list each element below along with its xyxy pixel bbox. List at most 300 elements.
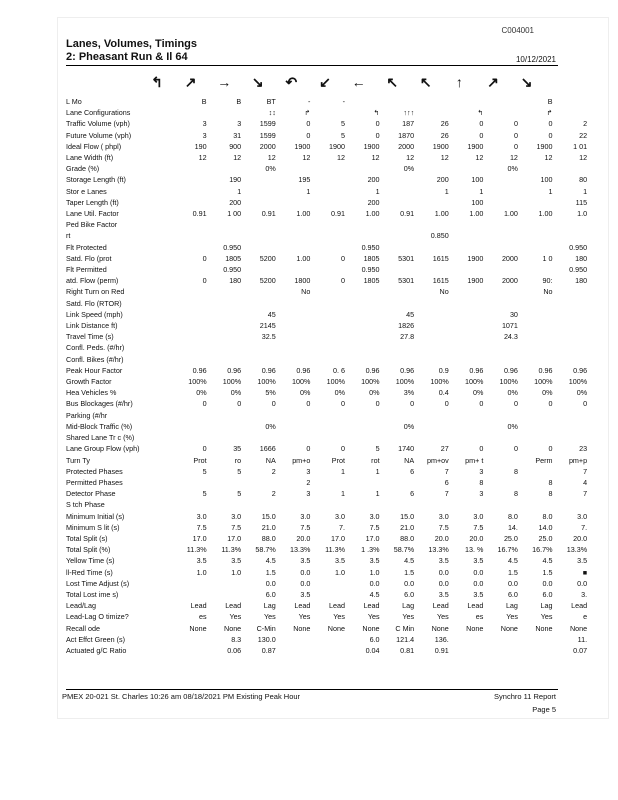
footer-software: Synchro 11 Report [494, 692, 556, 701]
table-cell: 1.5 [265, 567, 276, 577]
table-cell [451, 219, 486, 230]
table-cell [209, 354, 244, 365]
table-cell: 11.3% [186, 545, 207, 555]
table-cell [555, 163, 590, 174]
table-cell: ↑↑↑ [403, 108, 415, 118]
table-cell: NA [404, 455, 415, 465]
report-date: 10/12/2021 [515, 55, 556, 64]
table-cell [347, 477, 382, 488]
table-cell: 6.0 [507, 589, 518, 599]
table-cell [520, 432, 555, 443]
table-cell [209, 309, 244, 320]
table-cell [485, 342, 520, 353]
table-cell [555, 219, 590, 230]
table-cell [451, 634, 486, 645]
table-cell [174, 309, 209, 320]
table-cell [451, 309, 486, 320]
table-cell: 35 [233, 444, 242, 454]
table-cell: es [199, 612, 207, 622]
table-cell: 58.7% [255, 545, 276, 555]
table-cell [520, 219, 555, 230]
table-cell: 0 [513, 444, 518, 454]
table-cell: 2000 [398, 141, 415, 151]
table-cell [451, 230, 486, 241]
table-cell [312, 589, 347, 600]
table-cell [347, 309, 382, 320]
table-cell: 5301 [398, 253, 415, 263]
table-cell: 1.0 [334, 567, 345, 577]
row-label: Recall ode [66, 623, 100, 633]
table-cell: 1 .3% [361, 545, 380, 555]
table-cell: 0.0 [507, 578, 518, 588]
table-cell: 1599 [259, 130, 276, 140]
table-cell [174, 186, 209, 197]
table-cell: Lead [571, 601, 588, 611]
table-row [66, 342, 589, 353]
table-cell [485, 634, 520, 645]
table-cell: Lag [263, 601, 276, 611]
row-label: Lane Width (ft) [66, 153, 114, 163]
table-cell: 1870 [398, 130, 415, 140]
table-cell: 12 [198, 153, 207, 163]
table-cell: 1800 [294, 276, 311, 286]
table-row [66, 555, 589, 566]
table-cell [382, 298, 417, 309]
u-turn-icon: ↶ [285, 74, 298, 90]
table-row [66, 567, 589, 578]
table-cell [312, 499, 347, 510]
table-cell: 1 [375, 489, 380, 499]
table-cell: 900 [229, 141, 242, 151]
table-cell: rot [371, 455, 380, 465]
row-label: Lane Group Flow (vph) [66, 444, 140, 454]
table-cell: 115 [575, 197, 588, 207]
table-cell [416, 342, 451, 353]
table-cell: 0 [306, 399, 311, 409]
table-cell [209, 589, 244, 600]
table-cell [243, 298, 278, 309]
table-cell [520, 421, 555, 432]
table-cell: 1 [583, 186, 588, 196]
table-cell: 1900 [432, 141, 449, 151]
table-cell: 3.0 [300, 511, 311, 521]
table-cell: 5 [202, 489, 207, 499]
table-cell: 0% [334, 388, 345, 398]
table-cell: ↱ [546, 108, 553, 118]
table-cell: 21.0 [261, 522, 276, 532]
table-cell: 2 [271, 489, 276, 499]
table-cell: 8 [513, 466, 518, 476]
table-cell: 100% [568, 377, 588, 387]
table-cell [278, 264, 313, 275]
table-cell: 8 [479, 477, 484, 487]
row-label: Travel Time (s) [66, 332, 114, 342]
table-cell: 22 [579, 130, 588, 140]
footer-project-info: PMEX 20-021 St. Charles 10:26 am 08/18/2021 PM Existing Peak Hour [62, 692, 301, 701]
table-cell: pm+ov [426, 455, 449, 465]
table-cell: C Min [395, 623, 415, 633]
table-cell: ↰ [477, 108, 484, 118]
table-cell: 1900 [536, 141, 553, 151]
table-row [66, 141, 589, 152]
table-cell: 1740 [398, 444, 415, 454]
row-label: Total Split (%) [66, 545, 111, 555]
table-cell: 3.5 [369, 556, 380, 566]
bend-left-icon: ↙ [319, 74, 331, 90]
table-cell: 0.04 [365, 645, 380, 655]
table-cell [209, 163, 244, 174]
table-cell [520, 499, 555, 510]
table-cell: 3.5 [231, 556, 242, 566]
row-label: Satd. Flo (RTOR) [66, 298, 122, 308]
table-cell [174, 298, 209, 309]
table-cell: 0 [306, 444, 311, 454]
table-cell [278, 645, 313, 656]
table-cell: Lead [363, 601, 380, 611]
table-cell [174, 107, 209, 118]
row-label: Peak Hour Factor [66, 365, 123, 375]
table-cell: 20.0 [573, 533, 588, 543]
table-cell: 4.5 [404, 556, 415, 566]
table-cell: 130.0 [257, 634, 276, 644]
table-cell [278, 230, 313, 241]
table-cell: 3.0 [196, 511, 207, 521]
table-cell: 3 [306, 489, 311, 499]
table-cell: 0 [548, 444, 553, 454]
table-cell [174, 320, 209, 331]
table-cell [174, 197, 209, 208]
table-cell: 1666 [259, 444, 276, 454]
table-cell: 0 [479, 444, 484, 454]
table-row [66, 320, 589, 331]
table-cell [416, 242, 451, 253]
movement-arrows-row [146, 72, 566, 94]
table-cell [451, 264, 486, 275]
table-cell [243, 219, 278, 230]
table-row [66, 309, 589, 320]
row-label: Shared Lane Tr c (%) [66, 433, 135, 443]
table-cell: Lead [467, 601, 484, 611]
table-cell [555, 421, 590, 432]
row-label: Total Lost ime s) [66, 589, 119, 599]
table-cell: 27 [440, 444, 449, 454]
table-cell [312, 242, 347, 253]
table-cell [555, 309, 590, 320]
table-cell [278, 421, 313, 432]
table-cell [485, 432, 520, 443]
table-cell: 0 [271, 399, 276, 409]
table-cell: 1 [444, 186, 449, 196]
table-cell: 1900 [294, 141, 311, 151]
table-cell [382, 230, 417, 241]
table-cell: 180 [229, 276, 242, 286]
table-cell: 1.00 [296, 209, 311, 219]
row-label: Minimum S lit (s) [66, 522, 120, 532]
table-cell [312, 197, 347, 208]
table-cell: Prot [331, 455, 345, 465]
table-cell: 0. 6 [332, 365, 345, 375]
row-label: Confl. Bikes (#/hr) [66, 354, 124, 364]
table-cell: 3 [479, 489, 484, 499]
table-cell: 14.0 [538, 522, 553, 532]
row-label: Lane Configurations [66, 108, 131, 118]
table-cell: None [362, 623, 380, 633]
table-cell: 1 [375, 186, 380, 196]
table-cell: pm+ t [465, 455, 484, 465]
table-cell: 12 [406, 153, 415, 163]
table-cell [174, 477, 209, 488]
table-row [66, 511, 589, 522]
table-cell: 3 [306, 466, 311, 476]
table-cell [312, 410, 347, 421]
table-cell: 100 [540, 175, 553, 185]
table-cell [312, 186, 347, 197]
table-cell: 12 [233, 153, 242, 163]
row-label: Turn Ty [66, 455, 90, 465]
table-cell: 0% [196, 388, 207, 398]
table-cell: 0.96 [296, 365, 311, 375]
table-cell [416, 331, 451, 342]
table-cell: ↕↕ [268, 108, 276, 118]
table-cell: 1615 [432, 253, 449, 263]
table-row [66, 477, 589, 488]
table-cell: 12 [579, 153, 588, 163]
table-cell: 1.00 [365, 209, 380, 219]
bend-right-icon: ↗ [184, 74, 197, 90]
table-cell [347, 354, 382, 365]
table-cell: 100% [291, 377, 311, 387]
table-cell: 0.0 [473, 567, 484, 577]
table-cell: Lead [225, 601, 242, 611]
table-cell: 12 [509, 153, 518, 163]
table-cell: 0.0 [404, 578, 415, 588]
table-cell: 17.0 [227, 533, 242, 543]
row-label: Stor e Lanes [66, 186, 107, 196]
table-cell: Lead [328, 601, 345, 611]
table-row [66, 118, 589, 129]
table-cell: 80 [579, 175, 588, 185]
table-cell [416, 264, 451, 275]
table-cell: 0.91 [400, 209, 415, 219]
table-cell [174, 410, 209, 421]
table-cell [243, 242, 278, 253]
table-cell [485, 107, 520, 118]
table-cell [555, 354, 590, 365]
table-cell: 0.950 [361, 265, 380, 275]
table-cell [312, 477, 347, 488]
table-cell [485, 499, 520, 510]
table-row [66, 499, 589, 510]
table-cell: BT [266, 97, 276, 106]
table-cell [278, 432, 313, 443]
table-cell: 6 [444, 477, 449, 487]
table-cell: 23 [579, 444, 588, 454]
table-cell: 7 [583, 466, 588, 476]
row-label: Confl. Peds. (#/hr) [66, 343, 125, 353]
table-cell [209, 477, 244, 488]
table-cell: 0 [202, 444, 207, 454]
table-cell [520, 331, 555, 342]
table-cell: 6.0 [265, 589, 276, 599]
table-cell: 0 [479, 119, 484, 129]
table-cell: 1.5 [542, 567, 553, 577]
table-cell: 0% [576, 388, 588, 398]
table-cell [174, 342, 209, 353]
table-cell: 190 [229, 175, 242, 185]
table-cell [312, 107, 347, 118]
table-cell [278, 354, 313, 365]
table-cell: 100 [471, 197, 484, 207]
table-cell [347, 432, 382, 443]
table-cell [382, 242, 417, 253]
row-label: Flt Permitted [66, 265, 107, 275]
table-cell: 100% [222, 377, 242, 387]
table-cell: 1900 [328, 141, 345, 151]
table-cell: 0.950 [223, 242, 242, 252]
table-cell: Yes [540, 612, 553, 622]
table-cell: 0.06 [227, 645, 242, 655]
bend-right-icon: ↗ [487, 74, 499, 90]
table-cell [243, 354, 278, 365]
table-cell: 12 [302, 153, 311, 163]
table-cell: 0.96 [469, 365, 484, 375]
table-cell: 6.0 [369, 634, 380, 644]
table-cell [347, 96, 382, 107]
table-cell: 0.96 [503, 365, 518, 375]
table-cell: 200 [367, 175, 380, 185]
table-cell: 58.7% [393, 545, 415, 555]
table-cell: Yes [264, 612, 276, 622]
table-cell [451, 645, 486, 656]
table-cell [174, 163, 209, 174]
table-cell [485, 410, 520, 421]
table-cell: 0.0 [300, 567, 311, 577]
table-cell: 12 [475, 153, 484, 163]
table-cell [485, 219, 520, 230]
table-cell: 0.96 [573, 365, 588, 375]
table-cell [451, 410, 486, 421]
table-cell [347, 499, 382, 510]
table-cell: 200 [436, 175, 449, 185]
through-icon: ← [351, 74, 366, 90]
table-cell [520, 197, 555, 208]
table-cell [382, 354, 417, 365]
table-cell: 1 [340, 466, 345, 476]
table-cell: 4.5 [542, 556, 553, 566]
row-label: Protected Phases [66, 466, 123, 476]
table-cell [278, 634, 313, 645]
table-cell: 2000 [501, 253, 518, 263]
table-cell [312, 645, 347, 656]
table-cell: None [535, 623, 553, 633]
table-cell: 100% [395, 377, 415, 387]
table-cell: 0.96 [227, 365, 242, 375]
table-row [66, 410, 589, 421]
table-cell: 5% [265, 388, 276, 398]
table-cell [520, 298, 555, 309]
row-label: atd. Flow (perm) [66, 276, 119, 286]
table-cell: 5200 [259, 276, 276, 286]
table-cell: 2 [271, 466, 276, 476]
table-cell: 32.5 [261, 332, 276, 342]
table-cell: 0 [548, 130, 553, 140]
table-cell: 0 [410, 399, 415, 409]
table-cell: 0 [513, 399, 518, 409]
table-cell: 11.3% [221, 545, 242, 555]
row-label: Actuated g/C Ratio [66, 645, 127, 655]
table-cell: pm+o [292, 455, 311, 465]
table-cell [243, 230, 278, 241]
table-cell [278, 320, 313, 331]
table-cell: 3 [202, 130, 207, 140]
row-label: Detector Phase [66, 489, 116, 499]
table-cell: 3.5 [300, 589, 311, 599]
table-cell: 0.81 [400, 645, 415, 655]
table-cell: No [439, 287, 449, 297]
table-cell: 0 [548, 119, 553, 129]
table-cell: 3.5 [438, 589, 449, 599]
table-cell [451, 96, 486, 107]
table-cell: 7.5 [196, 522, 207, 532]
table-cell: 100% [326, 377, 345, 387]
table-cell: 0.96 [365, 365, 380, 375]
table-cell [451, 298, 486, 309]
table-cell [174, 634, 209, 645]
row-label: S tch Phase [66, 500, 105, 510]
table-cell: 7 [444, 489, 449, 499]
table-cell: 3.0 [577, 511, 588, 521]
table-row [66, 376, 589, 387]
row-label: Ideal Flow ( phpl) [66, 141, 122, 151]
table-cell [312, 286, 347, 297]
table-cell: 8.3 [231, 634, 242, 644]
table-cell: 12 [371, 153, 380, 163]
table-cell: 2000 [259, 141, 276, 151]
footer-divider [66, 689, 558, 690]
table-cell: B [236, 97, 242, 106]
table-cell: 100% [430, 377, 449, 387]
table-cell: None [431, 623, 449, 633]
table-cell [416, 107, 451, 118]
table-cell: 4 [583, 477, 588, 487]
row-label: Satd. Flo (prot [66, 253, 112, 263]
table-cell: 8.0 [542, 511, 553, 521]
table-cell: 15.0 [261, 511, 276, 521]
table-cell [174, 499, 209, 510]
row-label: Parking (#/hr [66, 410, 108, 420]
table-row [66, 163, 589, 174]
table-cell [451, 163, 486, 174]
table-cell [382, 410, 417, 421]
table-cell: 0 [340, 253, 345, 263]
table-cell: 7. [581, 522, 588, 532]
table-cell: 0 [513, 130, 518, 140]
table-cell: 31 [233, 130, 242, 140]
table-cell: 195 [298, 175, 311, 185]
row-label: Flt Protected [66, 242, 107, 252]
table-cell [451, 421, 486, 432]
table-cell [555, 499, 590, 510]
table-cell [312, 331, 347, 342]
document-id: C004001 [501, 26, 534, 35]
table-cell: 0.950 [223, 265, 242, 275]
table-cell [312, 309, 347, 320]
table-cell [209, 432, 244, 443]
table-cell [520, 410, 555, 421]
table-cell [485, 264, 520, 275]
table-cell [451, 242, 486, 253]
table-cell: 100% [188, 377, 207, 387]
